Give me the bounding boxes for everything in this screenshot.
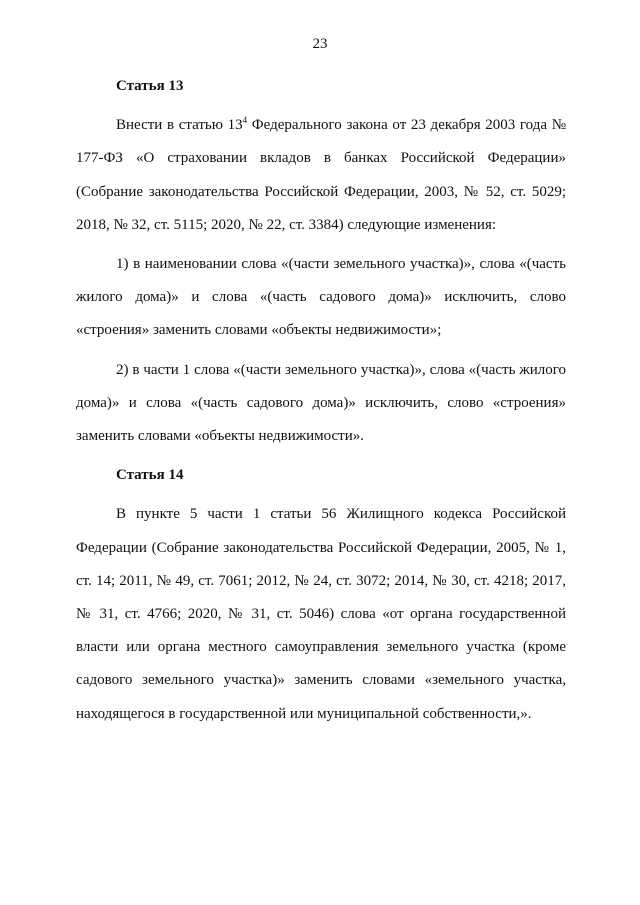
article-13-intro: [76, 109, 566, 242]
article-13-heading: Статья 13: [116, 78, 184, 94]
article-13-intro-start: Внести в статью 13: [116, 117, 243, 134]
article-13-item-1: 1) в наименовании слова «(части земельного участка)», слова «(часть жилого дома)» и слова «(часть садового дома)» исключить, слово «строения» заменить словами «объекты недвижимости»;: [76, 256, 566, 339]
document-body: [76, 70, 566, 731]
article-13-intro-rest: Федерального закона от 23 декабря 2003 года № 177-ФЗ «О страховании вкладов в банках Российской Федерации» (Собрание законодательства Российской Федерации, 2003, № 52, ст. 5029; 2018, № 32, ст. 5115; 2020, № 22, ст. 3384) следующие изменения:: [76, 117, 567, 233]
article-13-item-2: 2) в части 1 слова «(части земельного участка)», слова «(часть жилого дома)» и слова «(часть садового дома)» исключить, слово «строения» заменить словами «объекты недвижимости».: [76, 361, 566, 445]
article-14-text: В пункте 5 части 1 статьи 56 Жилищного кодекса Российской Федерации (Собрание законодательства Российской Федерации, 2005, № 1, ст. 14; 2011, № 49, ст. 7061; 2012, № 24, ст. 3072; 2014, № 30, ст. 4218; 2017, № 31, ст. 4766; 2020, № 31, ст. 5046) слова «от органа государственной власти или органа местного самоуправления земельного участка (кроме садового земельного участка)» заменить словами «земельного участка, находящегося в государственной или муниципальной собственности,».: [76, 506, 566, 722]
article-13-intro-superscript: 4: [242, 115, 248, 126]
article-14-heading: Статья 14: [116, 467, 184, 484]
page-number: 23: [312, 36, 328, 52]
